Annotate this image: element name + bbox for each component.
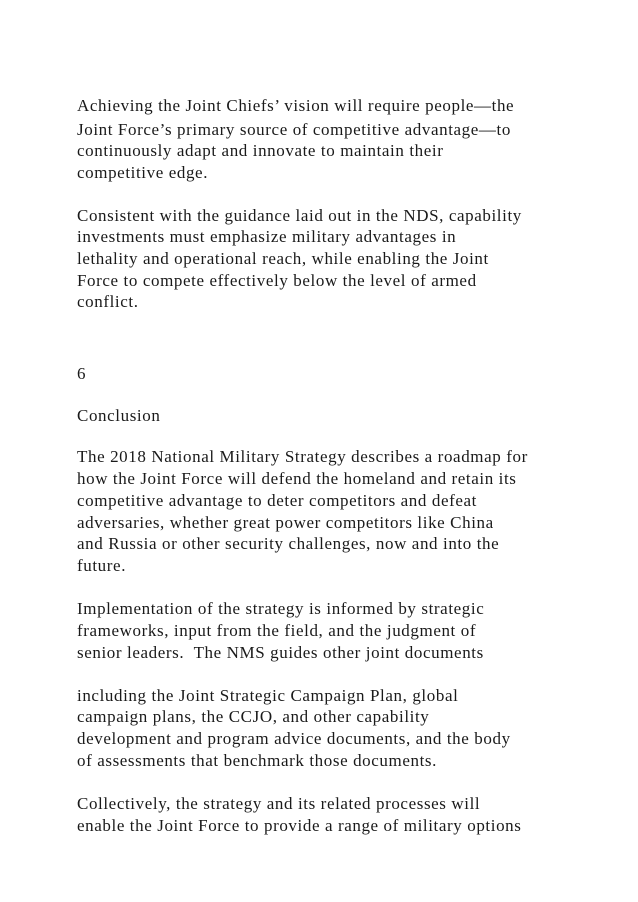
text-line: continuously adapt and innovate to maintain their bbox=[77, 141, 444, 160]
text-line: and Russia or other security challenges, now and into the bbox=[77, 534, 500, 553]
text-line: including the Joint Strategic Campaign Plan, global bbox=[77, 686, 459, 705]
text-line: frameworks, input from the field, and the judgment of bbox=[77, 621, 477, 640]
text-line: senior leaders. The NMS guides other joint documents bbox=[77, 643, 484, 662]
text-line: Achieving the Joint Chiefs’ vision will require people—the bbox=[77, 96, 515, 115]
text-line: development and program advice documents, and the body bbox=[77, 729, 511, 748]
text-line: conflict. bbox=[77, 292, 139, 311]
text-line: future. bbox=[77, 556, 127, 575]
text-line: adversaries, whether great power competitors like China bbox=[77, 513, 494, 532]
text-line: competitive edge. bbox=[77, 163, 209, 182]
text-line: Force to compete effectively below the level of armed bbox=[77, 271, 477, 290]
text-line: how the Joint Force will defend the homeland and retain its bbox=[77, 469, 517, 488]
text-line: Consistent with the guidance laid out in the NDS, capability bbox=[77, 206, 522, 225]
text-line: The 2018 National Military Strategy describes a roadmap for bbox=[77, 447, 528, 466]
text-line: Joint Force’s primary source of competitive advantage—to bbox=[77, 120, 511, 139]
text-line: lethality and operational reach, while enabling the Joint bbox=[77, 249, 489, 268]
page-number: 6 bbox=[77, 364, 87, 383]
text-line: of assessments that benchmark those documents. bbox=[77, 751, 437, 770]
text-line: Collectively, the strategy and its related processes will bbox=[77, 794, 481, 813]
text-line: enable the Joint Force to provide a range of military options bbox=[77, 816, 522, 835]
text-line: competitive advantage to deter competitors and defeat bbox=[77, 491, 477, 510]
section-heading: Conclusion bbox=[77, 406, 161, 425]
text-line: campaign plans, the CCJO, and other capability bbox=[77, 707, 430, 726]
text-line: investments must emphasize military advantages in bbox=[77, 227, 457, 246]
text-line: Implementation of the strategy is informed by strategic bbox=[77, 599, 485, 618]
